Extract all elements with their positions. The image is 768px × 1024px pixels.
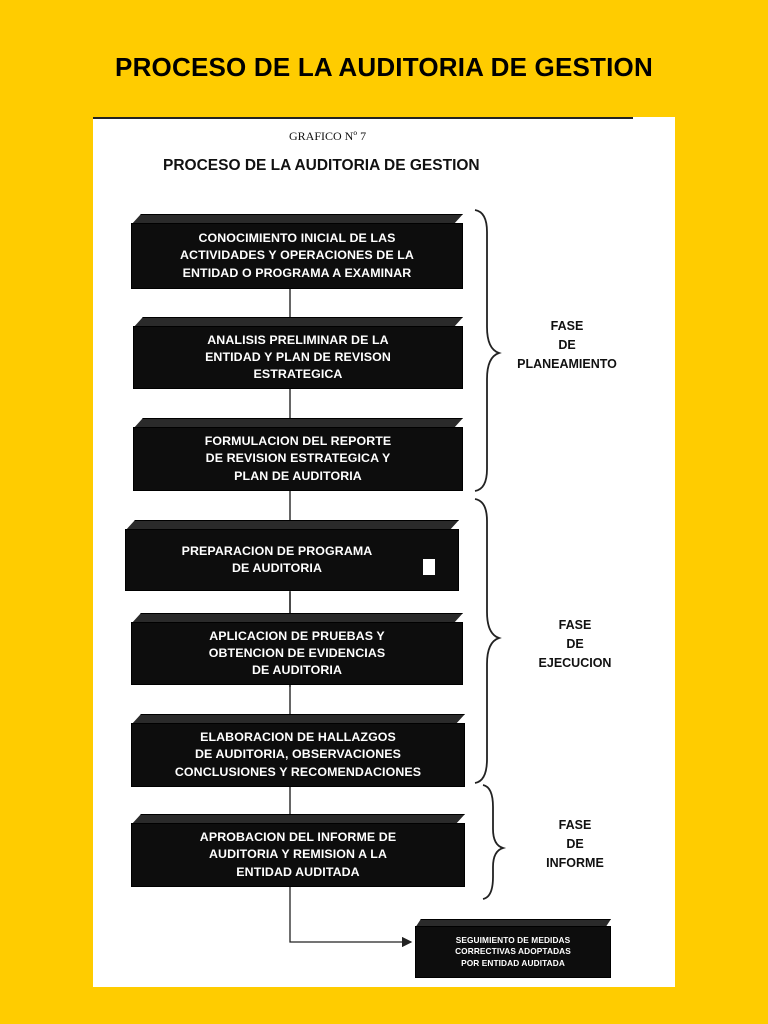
step-2-box bbox=[133, 326, 463, 389]
step-1-label: CONOCIMIENTO INICIAL DE LAS ACTIVIDADES Y OPERACIONES DE LA ENTIDAD O PROGRAMA A EXAMINAR bbox=[180, 231, 414, 280]
step-7-box bbox=[131, 823, 465, 887]
step-5-label: APLICACION DE PRUEBAS Y OBTENCION DE EVIDENCIAS DE AUDITORIA bbox=[208, 628, 386, 678]
brace-informe bbox=[483, 785, 503, 899]
step-8-label: SEGUIMIENTO DE MEDIDAS CORRECTIVAS ADOPTADAS POR ENTIDAD AUDITADA bbox=[455, 935, 571, 968]
phase-informe-label: FASE DE INFORME bbox=[546, 818, 604, 870]
brace-ejecucion bbox=[475, 499, 499, 783]
slide-title: PROCESO DE LA AUDITORIA DE GESTION bbox=[115, 52, 653, 82]
figure-caption: GRAFICO Nº 7 bbox=[289, 129, 367, 143]
phase-planeamiento-label: FASE DE PLANEAMIENTO bbox=[517, 319, 617, 371]
brace-planeamiento bbox=[475, 210, 499, 491]
white-marker bbox=[423, 559, 435, 575]
step-6-box bbox=[131, 723, 465, 787]
phase-ejecucion-label: FASE DE EJECUCION bbox=[538, 618, 612, 670]
step-6-label: ELABORACION DE HALLAZGOS DE AUDITORIA, OBSERVACIONES CONCLUSIONES Y RECOMENDACIONES bbox=[174, 730, 422, 779]
step-7-label: APROBACION DEL INFORME DE AUDITORIA Y REMISION A LA ENTIDAD AUDITADA bbox=[199, 830, 397, 879]
step-8-box bbox=[415, 926, 611, 978]
final-arrow bbox=[290, 887, 411, 942]
step-4-box bbox=[125, 529, 459, 591]
step-5-box bbox=[131, 622, 463, 685]
step-1-box bbox=[131, 223, 463, 289]
flowchart-figure bbox=[93, 117, 675, 987]
step-4-label: PREPARACION DE PROGRAMA DE AUDITORIA bbox=[181, 543, 373, 575]
step-2-label: ANALISIS PRELIMINAR DE LA ENTIDAD Y PLAN DE REVISON ESTRATEGICA bbox=[205, 332, 391, 382]
step-3-box bbox=[133, 427, 463, 491]
step-3-label: FORMULACION DEL REPORTE DE REVISION ESTRATEGICA Y PLAN DE AUDITORIA bbox=[204, 434, 392, 483]
diagram-title: PROCESO DE LA AUDITORIA DE GESTION bbox=[163, 157, 480, 174]
